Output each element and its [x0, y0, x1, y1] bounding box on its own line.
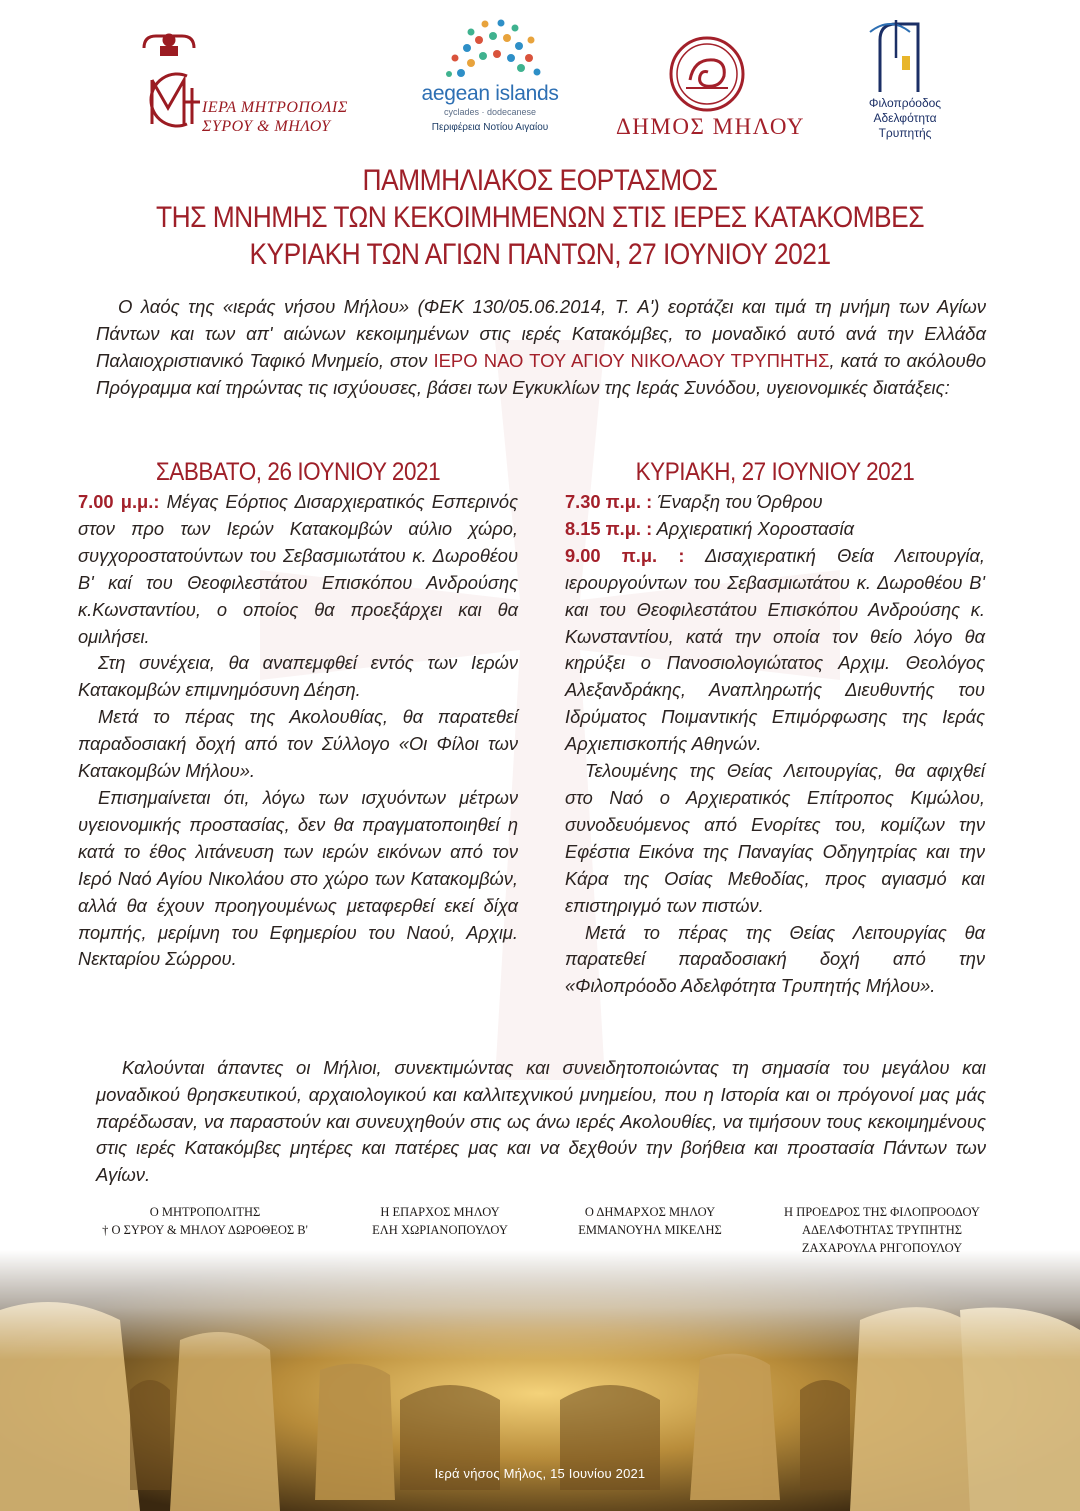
metropolis-name: [202, 98, 348, 136]
signature-metropolitan: [70, 1203, 340, 1239]
signature-name: ΕΛΗ ΧΩΡΙΑΝΟΠΟΥΛΟΥ: [372, 1223, 508, 1237]
sunday-text-2: Αρχιερατική Χοροστασία: [652, 517, 855, 539]
signature-title: Ο ΔΗΜΑΡΧΟΣ ΜΗΛΟΥ: [584, 1205, 716, 1219]
signature-name: † Ο ΣΥΡΟΥ & ΜΗΛΟΥ ΔΩΡΟΘΕΟΣ Β': [102, 1223, 308, 1237]
sunday-text-3: Δισαχιερατική Θεία Λειτουργία, ιερουργούντων του Σεβασμιωτάτου κ. Δωροθέου Β' και του Θεοφιλεστάτου Επισκόπου Ανδρούσης κ. Κωνσταντίου, κατά την οποία τον θείο λόγο θα κηρύξει ο Πανοσιολογιώτατος Αρχιμ. Θεολόγος Αλεξανδράκης, Αναπληρωτής Διευθυντής του Ιδρύματος Ποιμαντικής Επιμόρφωσης της Ιεράς Αρχιεπισκοπής Αθηνών.: [565, 544, 986, 755]
dimos-milou-logo: [590, 36, 825, 151]
sunday-item-1: [565, 489, 985, 516]
saturday-heading: ΣΑΒΒΑΤΟ, 26 ΙΟΥΝΙΟΥ 2021: [155, 458, 441, 486]
aegean-dots-icon: [405, 18, 575, 80]
signature-title: Ο ΜΗΤΡΟΠΟΛΙΤΗΣ: [149, 1205, 261, 1219]
church-outline-icon: [840, 18, 960, 96]
intro-text-2: , κατά το ακόλουθο Πρόγραμμα καί τηρώντας τις ισχύουσες, βάσει των Εγκυκλίων της Ιεράς Συνόδου, υγειονομικές διατάξεις:: [96, 350, 987, 398]
footer-place-date: Ιερά νήσος Μήλος, 15 Ιουνίου 2021: [434, 1466, 646, 1481]
filoproodos-line1: Φιλοπρόοδος: [868, 96, 942, 110]
saturday-para-4: Επισημαίνεται ότι, λόγω των ισχυόντων μέτρων υγειονομικής προστασίας, δεν θα πραγματοποιηθεί η κατά το έθος λιτάνευση των ιερών εικόνων από τον Ιερό Ναό Αγίου Νικολάου στο χώρο των Κατακομβών, αλλά θα έχουν προηγουμένως μεταφερθεί εκεί δίχα πομπής, μερίμνη του Εφημερίου του Ναού, Αρχιμ. Νεκταρίου Σώρρου.: [78, 786, 518, 970]
main-title: [65, 162, 1015, 273]
closing-paragraph: Καλούνται άπαντες οι Μήλιοι, συνεκτιμώντας και συνειδητοποιώντας τη σημασία του μεγάλου και μοναδικού θρησκευτικού, αρχαιολογικού και καλλιτεχνικού μνημείου, που η Ιστορία και οι πρόγονοί μας μάς παρέδωσαν, να παραστούν και συνευχηθούν στις ως άνω ιερές Ακολουθίες, να τιμήσουν τους κεκοιμημένους στις ιερές Κατακόμβες μητέρες και πατέρες μας και να δεχθούν την βοήθεια και προστασία Πάντων των Αγίων.: [96, 1057, 986, 1186]
metropolis-line1: ΙΕΡΑ ΜΗΤΡΟΠΟΛΙΣ: [202, 99, 348, 116]
sunday-column: [565, 458, 985, 1000]
signatures-block: [0, 1203, 1080, 1263]
metropolis-line2: ΣΥΡΟΥ & ΜΗΛΟΥ: [202, 118, 331, 135]
saturday-time-1: 7.00 μ.μ.:: [78, 491, 160, 512]
signature-title: Η ΠΡΟΕΔΡΟΣ ΤΗΣ ΦΙΛΟΠΡΟΟΔΟΥ: [784, 1205, 980, 1219]
metropolis-logo: [132, 28, 382, 148]
sunday-para-2: Τελουμένης της Θείας Λειτουργίας, θα αφιχθεί στο Ναό ο Αρχιερατικός Επίτροπος Κιμώλου, συνοδευόμενος από Ενορίτες του, κομίζων την Εφέστια Εικόνα της Παναγίας Οδηγητρίας και την Κάρα της Οσίας Μεθοδίας, προς αγιασμό και επιστηριγμό των πιστών.: [565, 760, 985, 916]
signature-mayor: [550, 1203, 750, 1239]
sunday-item-2: [565, 516, 985, 543]
sunday-time-2: 8.15 π.μ. :: [565, 517, 653, 539]
saturday-para-2: Στη συνέχεια, θα αναπεμφθεί εντός των Ιερών Κατακομβών επιμνημόσυνη Δέηση.: [78, 652, 518, 701]
aegean-region: Περιφέρεια Νοτίου Αιγαίου: [431, 122, 549, 133]
intro-paragraph: [96, 293, 986, 401]
logo-bar: [0, 18, 1080, 148]
intro-text-1: Ο λαός της «ιεράς νήσου Μήλου» (ΦΕΚ 130/05.06.2014, Τ. Α') εορτάζει και τιμά τη μνήμη των Αγίων Πάντων και των απ' αιώνων κεκοιμημένων στις ιερές Κατακόμβες, το μοναδικό αυτό ανά την Ελλάδα Παλαιοχριστιανικό Ταφικό Μνημείο, στον: [96, 296, 986, 371]
aegean-name: aegean islands: [421, 82, 559, 105]
filoproodos-line3: Τρυπητής: [878, 126, 932, 140]
signature-name: ΕΜΜΑΝΟΥΗΛ ΜΙΚΕΛΗΣ: [578, 1223, 722, 1237]
sunday-heading: ΚΥΡΙΑΚΗ, 27 ΙΟΥΝΙΟΥ 2021: [635, 458, 915, 486]
signature-title: Η ΕΠΑΡΧΟΣ ΜΗΛΟΥ: [380, 1205, 500, 1219]
ancient-coin-icon: [590, 36, 825, 114]
aegean-islands-logo: [405, 18, 575, 148]
title-line2: ΤΗΣ ΜΝΗΜΗΣ ΤΩΝ ΚΕΚΟΙΜΗΜΕΝΩΝ ΣΤΙΣ ΙΕΡΕΣ ΚΑΤΑΚΟΜΒΕΣ: [155, 201, 924, 234]
dimos-name: ΔΗΜΟΣ ΜΗΛΟΥ: [616, 114, 805, 139]
saturday-vespers: [78, 489, 518, 650]
signature-title-2: ΑΔΕΛΦΟΤΗΤΑΣ ΤΡΥΠΗΤΗΣ: [801, 1223, 963, 1237]
signature-eparch: [335, 1203, 545, 1239]
intro-highlight: ΙΕΡΟ ΝΑΟ ΤΟΥ ΑΓΙΟΥ ΝΙΚΟΛΑΟΥ ΤΡΥΠΗΤΗΣ: [433, 350, 830, 371]
title-line1: ΠΑΜΜΗΛΙΑΚΟΣ ΕΟΡΤΑΣΜΟΣ: [362, 164, 718, 197]
sunday-time-1: 7.30 π.μ. :: [565, 491, 653, 512]
saturday-para-3: Μετά το πέρας της Ακολουθίας, θα παρατεθεί παραδοσιακή δοχή από τον Σύλλογο «Οι Φίλοι των Κατακομβών Μήλου».: [78, 706, 518, 782]
sunday-time-3: 9.00 π.μ. :: [565, 544, 685, 566]
saturday-text-1: Μέγας Εόρτιος Δισαρχιερατικός Εσπερινός στον προ των Ιερών Κατακομβών αύλιο χώρο, συγχοροστατούντων του Σεβασμιωτάτου κ. Δωροθέου Β' καί του Θεοφιλεστάτου Επισκόπου Ανδρούσης κ.Κωνσταντίου, ο οποίος θα προεξάρχει και θα ομιλήσει.: [78, 491, 518, 647]
sunday-para-3: Μετά το πέρας της Θείας Λειτουργίας θα παρατεθεί παραδοσιακή δοχή από την «Φιλοπρόοδο Αδελφότητα Τρυπητής Μήλου».: [565, 921, 985, 997]
sunday-item-3: [565, 543, 985, 758]
sunday-text-1: Έναρξη του Όρθρου: [652, 491, 823, 512]
filoproodos-logo: [840, 18, 960, 148]
filoproodos-line2: Αδελφότητα: [873, 111, 937, 125]
signature-name: ΖΑΧΑΡΟΥΛΑ ΡΗΓΟΠΟΥΛΟΥ: [801, 1241, 963, 1255]
aegean-subtitle: cyclades · dodecanese: [443, 107, 537, 117]
title-line3: ΚΥΡΙΑΚΗ ΤΩΝ ΑΓΙΩΝ ΠΑΝΤΩΝ, 27 ΙΟΥΝΙΟΥ 2021: [249, 238, 831, 271]
filoproodos-name: [850, 96, 960, 141]
metropolis-emblem-icon: [132, 28, 207, 146]
saturday-column: [78, 458, 518, 973]
signature-president: [752, 1203, 1012, 1257]
